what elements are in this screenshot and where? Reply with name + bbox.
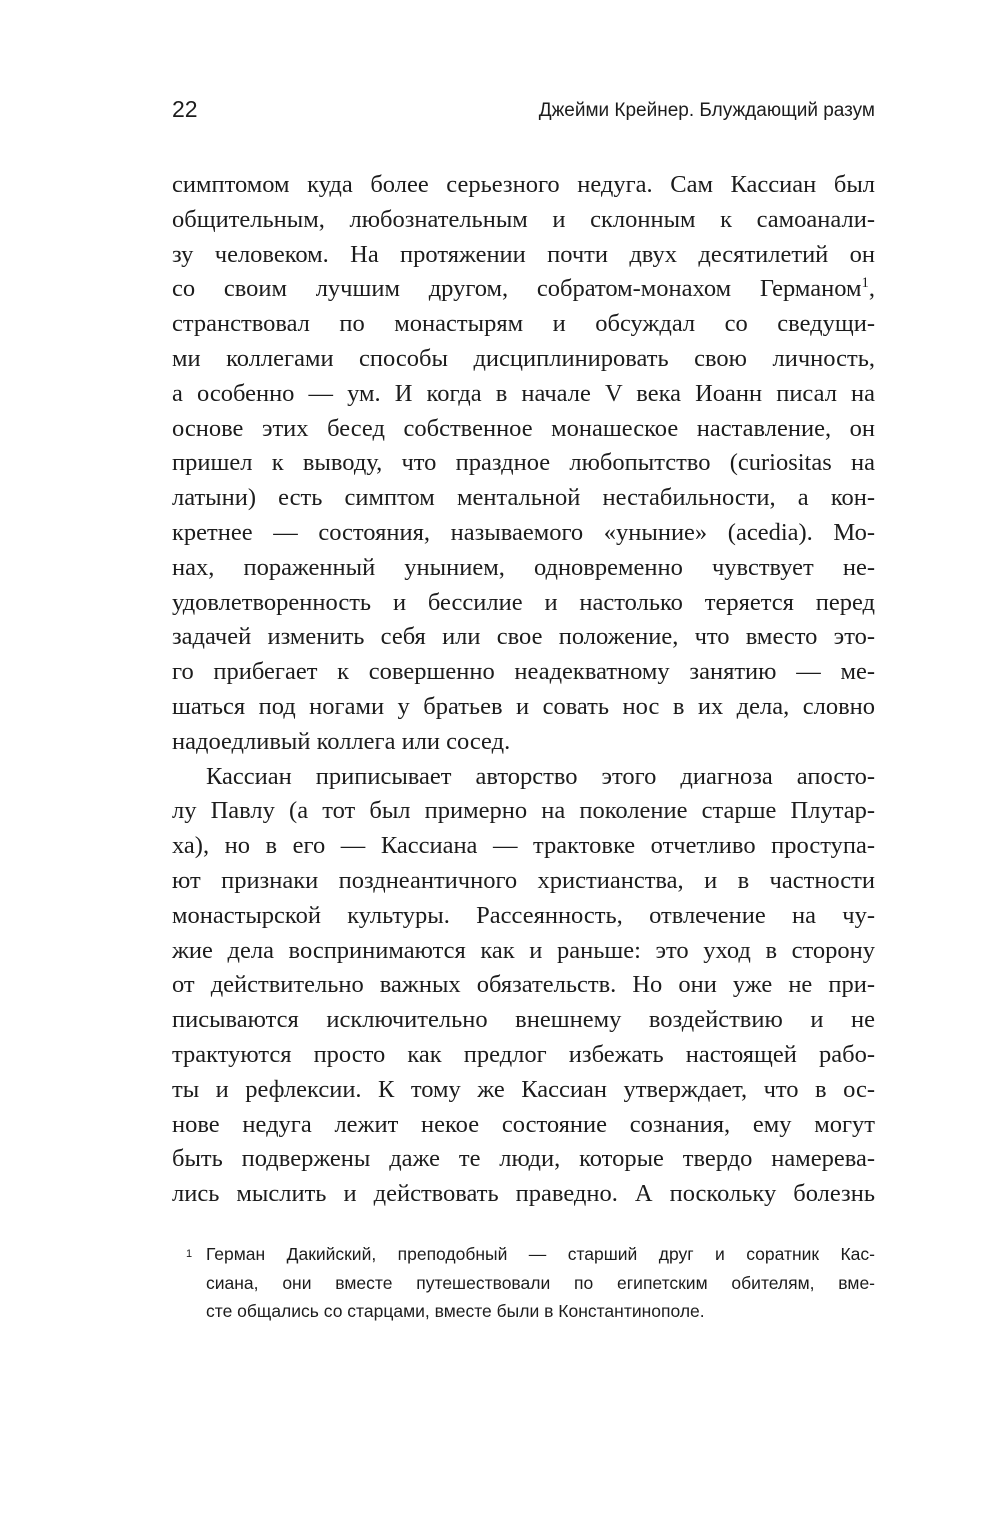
footnote-line: Герман Дакийский, преподобный — старший друг и соратник Кас- — [206, 1244, 875, 1264]
line-punctuation: , — [868, 275, 875, 303]
text-line: жие дела воспринимаются как и раньше: это уход в сторону — [172, 936, 875, 964]
footnote-marker: 1 — [186, 1248, 193, 1260]
text-line: общительным, любознательным и склонным к самоанали- — [172, 205, 875, 233]
footnote-text — [206, 1240, 875, 1326]
text-line: симптомом куда более серьезного недуга. Сам Кассиан был — [172, 171, 875, 198]
text-line: трактуются просто как предлог избежать настоящей рабо- — [172, 1040, 875, 1068]
text-line: Кассиан приписывает авторство этого диагноза апосто- — [206, 762, 875, 790]
text-line: лись мыслить и действовать праведно. А поскольку болезнь — [172, 1180, 875, 1208]
page-number: 22 — [172, 96, 198, 122]
text-line-with-footnote-ref — [172, 272, 875, 307]
footnote-reference[interactable]: 1 — [861, 275, 869, 292]
text-line: монастырской культуры. Рассеянность, отвлечение на чу- — [172, 901, 875, 929]
running-title: Джейми Крейнер. Блуждающий разум — [538, 100, 875, 121]
text-line: ют признаки позднеантичного христианства, и в частности — [172, 866, 875, 894]
text-line: пришел к выводу, что праздное любопытство (curiositas на — [172, 449, 875, 477]
text-line: го прибегает к совершенно неадекватному занятию — ме- — [172, 658, 875, 686]
paragraph-2 — [172, 760, 875, 1212]
text-line: основе этих бесед собственное монашеское наставление, он — [172, 414, 875, 442]
text-line: задачей изменить себя или свое положение, что вместо это- — [172, 623, 875, 651]
page-header — [172, 96, 875, 130]
text-line: от действительно важных обязательств. Но они уже не при- — [172, 971, 875, 999]
text-line: а особенно — ум. И когда в начале V века Иоанн писал на — [172, 379, 875, 407]
footnote-line: сте общались со старцами, вместе были в Константинополе. — [206, 1301, 705, 1321]
body-text — [172, 168, 875, 1212]
footnote — [172, 1240, 875, 1326]
text-line: кретнее — состояния, называемого «уныние» (acedia). Мо- — [172, 518, 875, 546]
text-line: писываются исключительно внешнему воздействию и не — [172, 1006, 875, 1034]
text-line: ты и рефлексии. К тому же Кассиан утверждает, что в ос- — [172, 1075, 875, 1103]
text-line: быть подвержены даже те люди, которые твердо намерева- — [172, 1145, 875, 1173]
paragraph-1 — [172, 168, 875, 760]
line-text: со своим лучшим другом, собратом-монахом Германом — [172, 275, 862, 303]
text-line: зу человеком. На протяжении почти двух десятилетий он — [172, 240, 875, 268]
text-line: латыни) есть симптом ментальной нестабильности, а кон- — [172, 484, 875, 512]
text-line: странствовал по монастырям и обсуждал со сведущи- — [172, 310, 875, 338]
text-line: нове недуга лежит некое состояние сознания, ему могут — [172, 1110, 875, 1138]
text-line: ми коллегами способы дисциплинировать свою личность, — [172, 344, 875, 372]
text-line: нах, пораженный унынием, одновременно чувствует не- — [172, 553, 875, 581]
text-line: ха), но в его — Кассиана — трактовке отчетливо проступа- — [172, 832, 875, 860]
text-line: надоедливый коллега или сосед. — [172, 727, 511, 755]
footnote-line: сиана, они вместе путешествовали по египетским обителям, вме- — [206, 1272, 875, 1293]
text-line: удовлетворенность и бессилие и настолько теряется перед — [172, 588, 875, 616]
text-line: лу Павлу (а тот был примерно на поколение старше Плутар- — [172, 797, 875, 825]
text-line: шаться под ногами у братьев и совать нос в их дела, словно — [172, 692, 875, 720]
